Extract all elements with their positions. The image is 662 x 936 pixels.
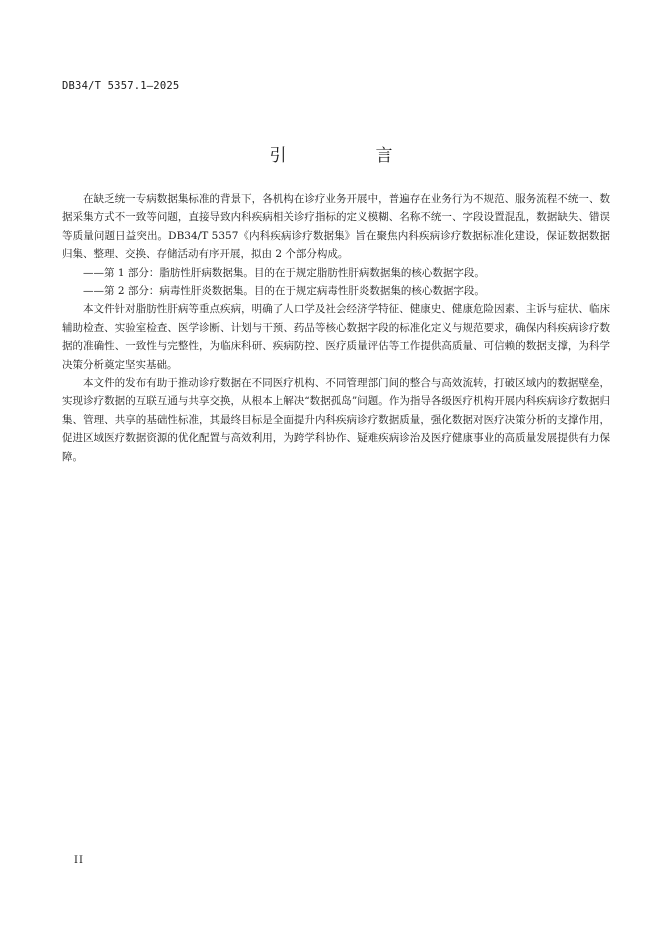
part-2-item: ——第 2 部分：病毒性肝炎数据集。目的在于规定病毒性肝炎数据集的核心数据字段。 — [83, 285, 485, 298]
part-1-item: ——第 1 部分：脂肪性肝病数据集。目的在于规定脂肪性肝病数据集的核心数据字段。 — [83, 266, 485, 279]
intro-paragraph-significance: 本文件的发布有助于推动诊疗数据在不同医疗机构、不同管理部门间的整合与高效流转，打破区域内的数据壁垒，实现诊疗数据的互联互通与共享交换，从根本上解决“数据孤岛”问题。作为指导各级医疗机构开展内科疾病诊疗数据归集、管理、共享的基础性标准，其最终目标是全面提升内科疾病诊疗数据质量，强化数据对医疗决策分析的支撑作用，促进区域医疗数据资源的优化配置与高效利用，为跨学科协作、疑难疾病诊治及医疗健康事业的高质量发展提供有力保障。 — [62, 377, 610, 463]
standard-code: DB34/T 5357.1—2025 — [62, 80, 180, 92]
page-title: 引 言 — [269, 146, 429, 166]
body-text — [62, 190, 610, 466]
page-number: II — [74, 855, 84, 866]
intro-paragraph-scope: 本文件针对脂肪性肝病等重点疾病，明确了人口学及社会经济学特征、健康史、健康危险因素、主诉与症状、临床辅助检查、实验室检查、医学诊断、计划与干预、药品等核心数据字段的标准化定义与规范要求，确保内科疾病诊疗数据的准确性、一致性与完整性，为临床科研、疾病防控、医疗质量评估等工作提供高质量、可信赖的数据支撑，为科学决策分析奠定坚实基础。 — [62, 303, 610, 371]
intro-paragraph-background: 在缺乏统一专病数据集标准的背景下，各机构在诊疗业务开展中，普遍存在业务行为不规范、服务流程不统一、数据采集方式不一致等问题，直接导致内科疾病相关诊疗指标的定义模糊、名称不统一、字段设置混乱，数据缺失、错误等质量问题日益突出。DB34/T 5357《内科疾病诊疗数据集》旨在聚焦内科疾病诊疗数据标准化建设，保证数据数据归集、整理、交换、存储活动有序开展，拟由 2 个部分构成。 — [62, 193, 610, 261]
